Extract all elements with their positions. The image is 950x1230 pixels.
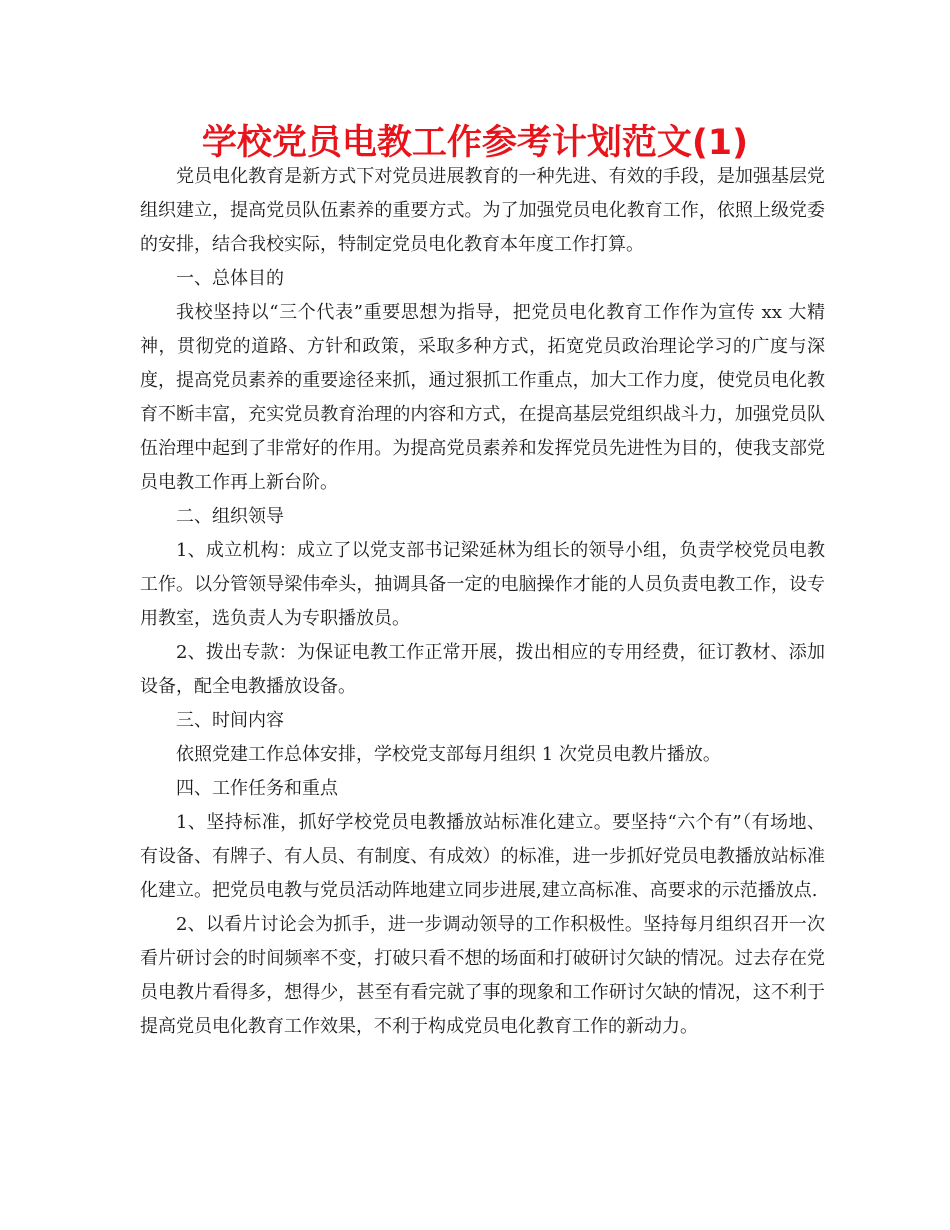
paragraph-task-1: 1、坚持标准，抓好学校党员电教播放站标准化建立。要坚持“六个有”（有场地、有设备、有牌子、有人员、有制度、有成效）的标准，进一步抓好党员电教播放站标准化建立。把党员电教与党员活动阵地建立同步进展,建立高标准、高要求的示范播放点.	[140, 812, 825, 901]
section-heading-3: 三、时间内容	[176, 710, 284, 731]
paragraph-overall-goal: 我校坚持以“三个代表”重要思想为指导，把党员电化教育工作作为宣传 xx 大精神，贯彻党的道路、方针和政策，采取多种方式，拓宽党员政治理论学习的广度与深度，提高党员素养的重要途径来抓，通过狠抓工作重点，加大工作力度，使党员电化教育不断丰富，充实党员教育治理的内容和方式，在提高基层党组织战斗力，加强党员队伍治理中起到了非常好的作用。为提高党员素养和发挥党员先进性为目的，使我支部党员电教工作再上新台阶。	[140, 302, 825, 493]
paragraph-organization-2: 2、拨出专款：为保证电教工作正常开展，拨出相应的专用经费，征订教材、添加设备，配全电教播放设备。	[140, 642, 825, 697]
page-title: 学校党员电教工作参考计划范文(1)	[201, 123, 749, 163]
paragraph-intro: 党员电化教育是新方式下对党员进展教育的一种先进、有效的手段，是加强基层党组织建立，提高党员队伍素养的重要方式。为了加强党员电化教育工作，依照上级党委的安排，结合我校实际，特制定党员电化教育本年度工作打算。	[140, 166, 825, 255]
section-heading-4: 四、工作任务和重点	[176, 778, 338, 799]
document-body	[140, 160, 825, 1044]
section-heading-1: 一、总体目的	[176, 268, 284, 289]
paragraph-task-2: 2、以看片讨论会为抓手，进一步调动领导的工作积极性。坚持每月组织召开一次看片研讨会的时间频率不变，打破只看不想的场面和打破研讨欠缺的情况。过去存在党员电教片看得多，想得少，甚至有看完就了事的现象和工作研讨欠缺的情况，这不利于提高党员电化教育工作效果，不利于构成党员电化教育工作的新动力。	[140, 914, 825, 1037]
section-heading-2: 二、组织领导	[176, 506, 284, 527]
paragraph-organization-1: 1、成立机构：成立了以党支部书记梁延林为组长的领导小组，负责学校党员电教工作。以分管领导梁伟牵头，抽调具备一定的电脑操作才能的人员负责电教工作，设专用教室，选负责人为专职播放员。	[140, 540, 825, 629]
paragraph-schedule: 依照党建工作总体安排，学校党支部每月组织 1 次党员电教片播放。	[176, 744, 721, 765]
